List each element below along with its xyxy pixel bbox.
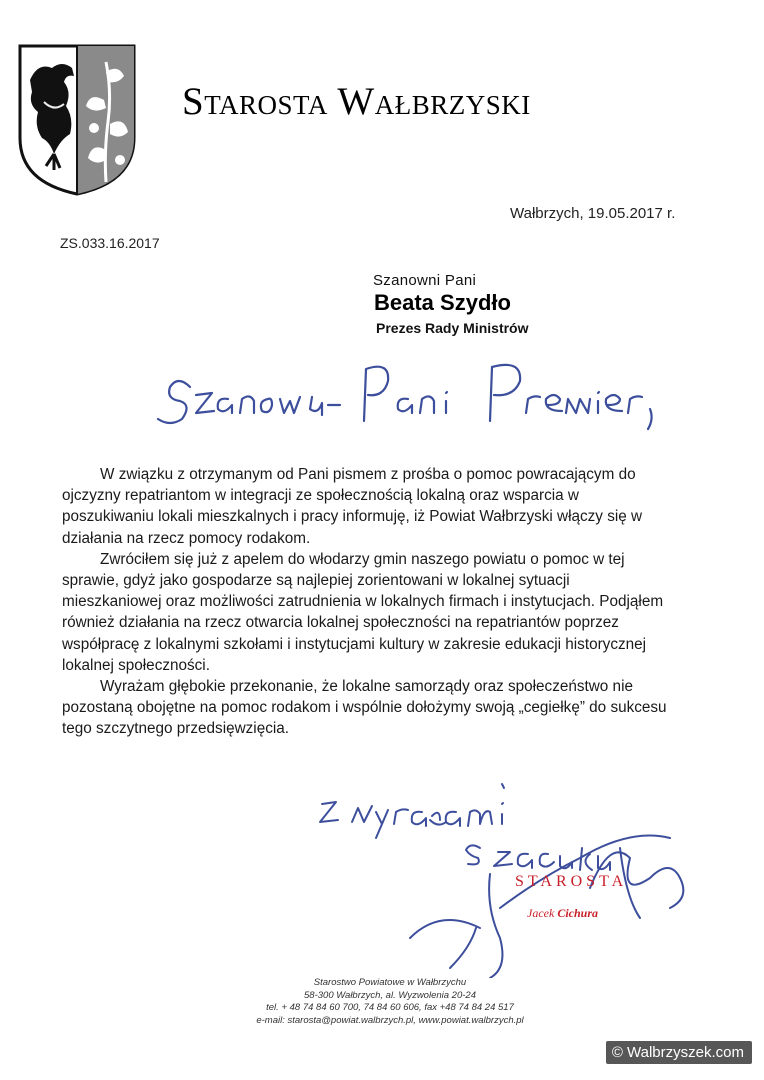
stamp-name: [527, 906, 598, 921]
footer-web: e-mail: starosta@powiat.walbrzych.pl, www.powiat.walbrzych.pl: [256, 1014, 524, 1026]
letter-body: [62, 464, 672, 740]
watermark-badge: © Walbrzyszek.com: [606, 1041, 752, 1064]
addressee-role: Prezes Rady Ministrów: [376, 320, 529, 336]
reference-number: ZS.033.16.2017: [60, 235, 160, 251]
stamp-first-name: Jacek: [527, 906, 555, 920]
coat-of-arms-icon: [14, 42, 140, 198]
footer-office: Starostwo Powiatowe w Wałbrzychu: [313, 977, 467, 988]
footer-phones: tel. + 48 74 84 60 700, 74 84 60 606, fax +48 74 84 24 517: [266, 1002, 514, 1014]
addressee-name: Beata Szydło: [374, 290, 511, 315]
handwritten-greeting: [150, 335, 670, 435]
stamp-title: STAROSTA: [515, 873, 628, 890]
addressee-salutation: Szanowni Pani: [373, 272, 477, 289]
letter-date: Wałbrzych, 19.05.2017 r.: [510, 205, 676, 222]
stamp-last-name: Cichura: [557, 906, 598, 920]
body-paragraph: W związku z otrzymanym od Pani pismem z prośba o pomoc powracającym do ojczyzny repatriantom w integracji ze społecznością lokalną oraz wsparcia w poszukiwaniu lokali mieszkalnych i pracy informuję, iż Powiat Wałbrzyski włączy się w działania na rzecz pomocy rodakom.: [62, 466, 643, 547]
letterhead-title-text: Starosta Wałbrzyski: [182, 80, 531, 123]
body-paragraph: Wyrażam głębokie przekonanie, że lokalne samorządy oraz społeczeństwo nie pozostaną obojętne na pomoc rodakom i wspólnie dołożymy swoją „cegiełkę” do sukcesu tego szczytnego przedsięwzięcia.: [62, 678, 667, 738]
body-paragraph: Zwróciłem się już z apelem do włodarzy gmin naszego powiatu o pomoc w tej sprawie, gdyż jako gospodarze są najlepiej zorientowani w lokalnej sytuacji mieszkaniowej oraz możliwości zatrudnienia w lokalnych firmach i instytucjach. Podjąłem również działania na rzecz otwarcia lokalnej społeczności na repatriantów poprzez współpracę z lokalnymi szkołami i instytucjami kultury w zakresie edukacji historycznej lokalnej społeczności.: [62, 550, 664, 674]
handwritten-closing-signature: [290, 778, 730, 978]
footer-address: 58-300 Wałbrzych, al. Wyzwolenia 20-24: [304, 989, 476, 1001]
letter-footer: [190, 977, 590, 1027]
letterhead-title: [182, 79, 531, 124]
